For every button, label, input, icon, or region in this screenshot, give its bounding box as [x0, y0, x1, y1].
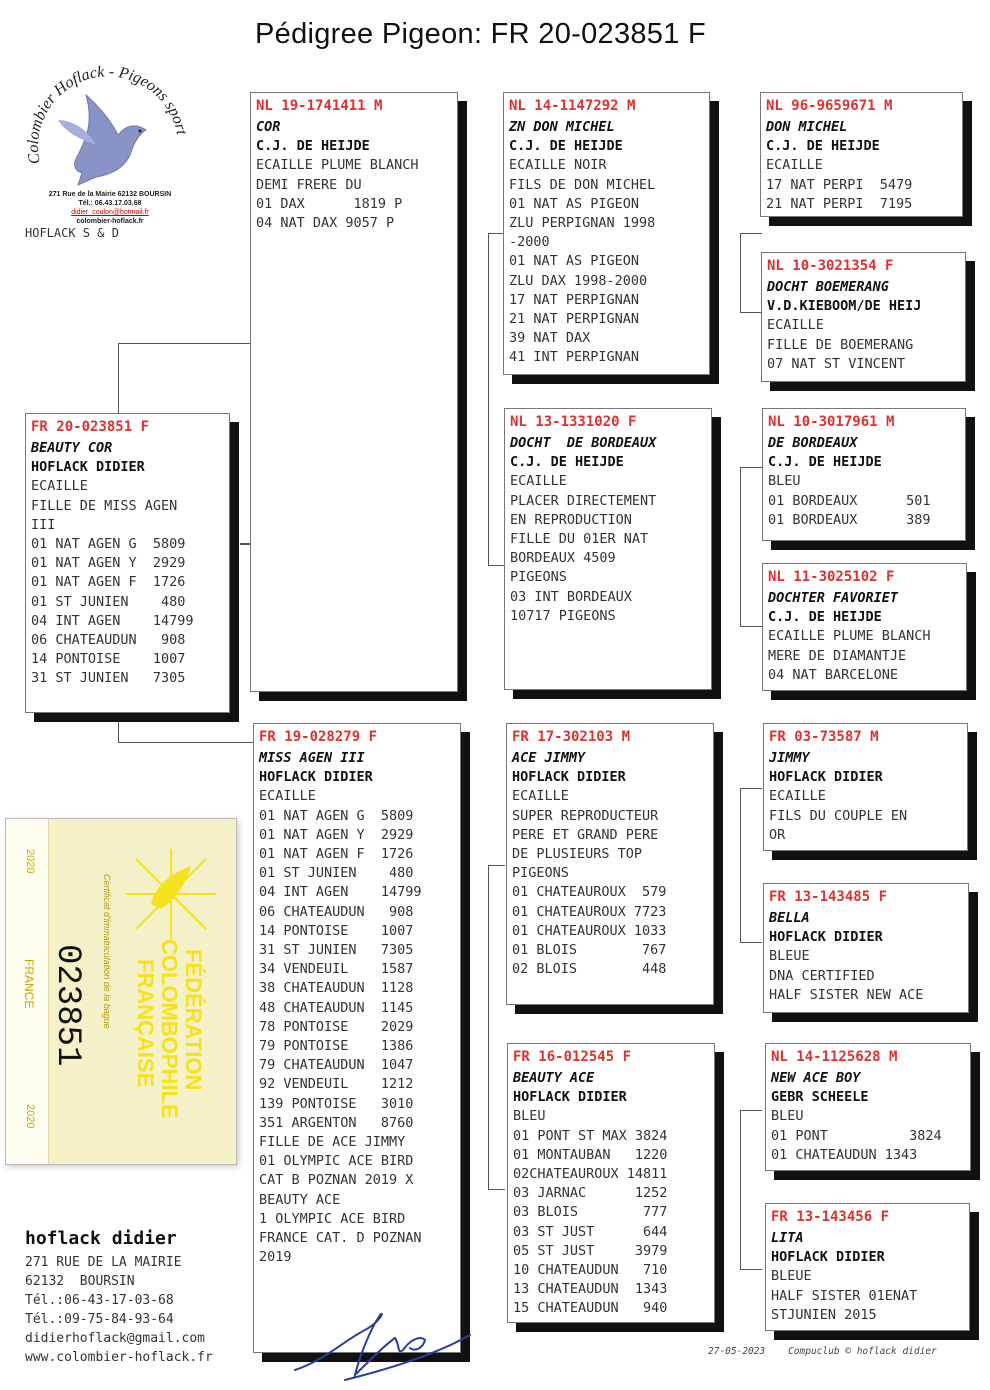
pigeon-owner: HOFLACK DIDIER — [31, 459, 145, 476]
ring-number-large: 023851 — [48, 944, 86, 1067]
info-line: 06 CHATEAUDUN 908 — [31, 632, 186, 649]
info-line: III — [31, 516, 56, 533]
info-line: ECAILLE NOIR — [509, 157, 607, 174]
connector-sire — [118, 343, 119, 413]
pigeon-owner: C.J. DE HEIJDE — [768, 454, 882, 471]
pigeon-owner: HOFLACK DIDIER — [259, 769, 373, 786]
info-line: 79 CHATEAUDUN 1047 — [259, 1057, 414, 1074]
info-line: 01 MONTAUBAN 1220 — [513, 1146, 668, 1163]
info-line: ZLU PERPIGNAN 1998 — [509, 215, 656, 232]
ring-certificate-text: Certificat d'immatriculation de la bague — [102, 874, 112, 1029]
info-line: 02CHATEAUROUX 14811 — [513, 1166, 668, 1183]
info-line: 02 BLOIS 448 — [512, 961, 667, 978]
pedigree-card-dss — [763, 723, 968, 851]
ring-number: FR 13-143485 F — [769, 889, 888, 905]
ring-number: FR 20-023851 F — [31, 419, 150, 435]
info-line: 2019 — [259, 1249, 292, 1266]
info-line: 17 NAT PERPI 5479 — [766, 176, 913, 193]
federation-logo — [121, 844, 221, 944]
logo-address-line: 271 Rue de la Mairie 62132 BOURSIN — [48, 191, 172, 198]
pedigree-card-sire-sire — [503, 92, 710, 375]
pedigree-card-dam-dam — [507, 1043, 715, 1323]
info-line: DE PLUSIEURS TOP — [512, 846, 643, 863]
info-line: 05 ST JUST 3979 — [513, 1242, 668, 1259]
ring-country: FRANCE — [22, 959, 36, 1009]
federation-line-1: FÉDÉRATION — [181, 949, 206, 1091]
info-line: ECAILLE — [510, 473, 567, 490]
pigeon-name: MISS AGEN III — [259, 750, 365, 766]
info-line: 10 CHATEAUDUN 710 — [513, 1262, 668, 1279]
pedigree-card-sdd — [762, 563, 967, 691]
pigeon-owner: HOFLACK DIDIER — [513, 1089, 627, 1106]
pedigree-card-ssd — [761, 252, 966, 382]
info-line: FILS DU COUPLE EN — [769, 807, 908, 824]
info-line: 39 NAT DAX — [509, 330, 591, 347]
logo-address — [10, 190, 210, 226]
pigeon-name: BELLA — [769, 910, 810, 926]
info-line: 15 CHATEAUDUN 940 — [513, 1300, 668, 1317]
info-line: 14 PONTOISE 1007 — [31, 651, 186, 668]
info-line: FILLE DE ACE JIMMY — [259, 1134, 406, 1151]
pedigree-card-sds — [762, 408, 966, 541]
info-line: 34 VENDEUIL 1587 — [259, 961, 414, 978]
info-line: BLEUE — [771, 1268, 812, 1285]
info-line: BLEUE — [769, 948, 810, 965]
info-line: 01 NAT AS PIGEON — [509, 253, 640, 270]
print-footer: 27-05-2023 Compuclub © hoflack didier — [708, 1346, 937, 1357]
info-line: 03 ST JUST 644 — [513, 1223, 668, 1240]
contact-email: didierhoflack@gmail.com — [25, 1331, 206, 1346]
connector-ds-parents — [740, 788, 762, 943]
info-line: FILLE DE BOEMERANG — [767, 336, 914, 353]
info-line: 13 CHATEAUDUN 1343 — [513, 1281, 668, 1298]
pedigree-card-dsd — [763, 883, 969, 1013]
info-line: EN REPRODUCTION — [510, 511, 632, 528]
info-line: BLEU — [771, 1108, 804, 1125]
ring-number: FR 17-302103 M — [512, 729, 631, 745]
pigeon-name: NEW ACE BOY — [771, 1070, 861, 1086]
info-line: BLEU — [513, 1108, 546, 1125]
info-line: 01 CHATEAUDUN 1343 — [771, 1146, 918, 1163]
pigeon-name: BEAUTY ACE — [513, 1070, 595, 1086]
info-line: 01 NAT AGEN F 1726 — [259, 846, 414, 863]
info-line: 01 DAX 1819 P — [256, 195, 403, 212]
ring-number: NL 11-3025102 F — [768, 569, 895, 585]
pigeon-owner: C.J. DE HEIJDE — [256, 138, 370, 155]
ring-registration-card — [5, 818, 237, 1165]
federation-line-3: FRANÇAISE — [133, 959, 158, 1088]
ring-number: FR 03-73587 M — [769, 729, 879, 745]
info-line: 139 PONTOISE 3010 — [259, 1095, 414, 1112]
info-line: HALF SISTER NEW ACE — [769, 986, 924, 1003]
info-line: ECAILLE — [767, 317, 824, 334]
logo-website: colombier-hoflack.fr — [76, 218, 144, 225]
info-line: 03 JARNAC 1252 — [513, 1185, 668, 1202]
info-line: DEMI FRERE DU — [256, 176, 362, 193]
info-line: 31 ST JUNIEN 7305 — [259, 942, 414, 959]
pigeon-name: DOCHT BOEMERANG — [767, 279, 889, 295]
federation-line-2: COLOMBOPHILE — [157, 939, 182, 1119]
dove-icon — [58, 95, 146, 185]
connector-ss-parents — [740, 233, 762, 313]
pigeon-name: BEAUTY COR — [31, 440, 113, 456]
pedigree-card-sss — [760, 92, 963, 217]
info-line: BLEU — [768, 473, 801, 490]
info-line: PIGEONS — [512, 865, 569, 882]
info-line: 01 CHATEAUROUX 579 — [512, 884, 667, 901]
info-line: 01 ST JUNIEN 480 — [31, 593, 186, 610]
pigeon-owner: HOFLACK DIDIER — [769, 929, 883, 946]
info-line: PIGEONS — [510, 569, 567, 586]
info-line: 07 NAT ST VINCENT — [767, 355, 906, 372]
ring-number: NL 10-3017961 M — [768, 414, 895, 430]
ring-number: NL 14-1125628 M — [771, 1049, 898, 1065]
pedigree-card-dam — [253, 723, 461, 1353]
info-line: 01 NAT AGEN G 5809 — [31, 536, 186, 553]
pigeon-name: DOCHT DE BORDEAUX — [510, 435, 657, 451]
info-line: 1 OLYMPIC ACE BIRD — [259, 1210, 406, 1227]
info-line: 351 ARGENTON 8760 — [259, 1114, 414, 1131]
info-line: 01 BORDEAUX 389 — [768, 511, 931, 528]
ring-number: FR 16-012545 F — [513, 1049, 632, 1065]
info-line: 01 CHATEAUROUX 7723 — [512, 903, 667, 920]
pigeon-name: JIMMY — [769, 750, 810, 766]
pigeon-name: DE BORDEAUX — [768, 435, 858, 451]
pigeon-owner: C.J. DE HEIJDE — [509, 138, 623, 155]
ring-number: NL 19-1741411 M — [256, 98, 383, 114]
pedigree-card-subject — [25, 413, 230, 713]
info-line: 03 BLOIS 777 — [513, 1204, 668, 1221]
info-line: 78 PONTOISE 2029 — [259, 1018, 414, 1035]
connector-sd-parents — [740, 467, 762, 627]
info-line: 41 INT PERPIGNAN — [509, 349, 640, 366]
ring-number: FR 19-028279 F — [259, 729, 378, 745]
ring-number: NL 14-1147292 M — [509, 98, 636, 114]
contact-phone: Tél.:06-43-17-03-68 — [25, 1293, 174, 1308]
info-line: FILLE DE MISS AGEN — [31, 497, 178, 514]
pigeon-name: DOCHTER FAVORIET — [768, 590, 899, 606]
pigeon-owner: HOFLACK DIDIER — [512, 769, 626, 786]
info-line: CAT B POZNAN 2019 X — [259, 1172, 414, 1189]
pigeon-owner: C.J. DE HEIJDE — [766, 138, 880, 155]
info-line: 06 CHATEAUDUN 908 — [259, 903, 414, 920]
info-line: 01 BORDEAUX 501 — [768, 492, 931, 509]
page-title: Pédigree Pigeon: FR 20-023851 F — [255, 18, 707, 50]
info-line: 01 NAT AGEN Y 2929 — [31, 555, 186, 572]
pigeon-name: COR — [256, 119, 281, 135]
info-line: 10717 PIGEONS — [510, 607, 616, 624]
info-line: 14 PONTOISE 1007 — [259, 922, 414, 939]
info-line: ECAILLE PLUME BLANCH — [256, 157, 419, 174]
info-line: 04 INT AGEN 14799 — [31, 612, 194, 629]
info-line: STJUNIEN 2015 — [771, 1306, 877, 1323]
info-line: 79 PONTOISE 1386 — [259, 1038, 414, 1055]
info-line: PLACER DIRECTEMENT — [510, 492, 657, 509]
info-line: 01 PONT 3824 — [771, 1127, 942, 1144]
breeder-contact — [25, 1228, 213, 1367]
pedigree-card-dds — [765, 1043, 971, 1171]
ring-number: NL 96-9659671 M — [766, 98, 893, 114]
logo-arc-text: Colombier Hoflack - Pigeons sport — [24, 63, 190, 166]
logo-email: didier_coulon@hotmail.fr — [71, 209, 149, 216]
info-line: 01 NAT AGEN Y 2929 — [259, 826, 414, 843]
info-line: FILS DE DON MICHEL — [509, 176, 656, 193]
pedigree-card-ddd — [765, 1203, 970, 1331]
connector-dd-parents — [740, 1110, 762, 1270]
pedigree-card-sire-dam — [504, 408, 712, 690]
pigeon-name: ZN DON MICHEL — [509, 119, 615, 135]
contact-address: 271 RUE DE LA MAIRIE — [25, 1255, 182, 1270]
pigeon-name: ACE JIMMY — [512, 750, 586, 766]
pigeon-owner: C.J. DE HEIJDE — [510, 454, 624, 471]
info-line: 92 VENDEUIL 1212 — [259, 1076, 414, 1093]
pigeon-owner: HOFLACK DIDIER — [769, 769, 883, 786]
info-line: 38 CHATEAUDUN 1128 — [259, 980, 414, 997]
info-line: 04 NAT DAX 9057 P — [256, 215, 395, 232]
breeder-name: hoflack didier — [25, 1228, 177, 1249]
info-line: ECAILLE PLUME BLANCH — [768, 628, 931, 645]
signature — [285, 1300, 475, 1385]
logo-phone: Tél.: 06.43.17.03.68 — [78, 200, 142, 207]
info-line: FRANCE CAT. D POZNAN — [259, 1230, 422, 1247]
info-line: ZLU DAX 1998-2000 — [509, 272, 648, 289]
info-line: ECAILLE — [259, 788, 316, 805]
info-line: BORDEAUX 4509 — [510, 550, 616, 567]
pigeon-name: DON MICHEL — [766, 119, 848, 135]
info-line: 01 OLYMPIC ACE BIRD — [259, 1153, 414, 1170]
info-line: 01 NAT AGEN G 5809 — [259, 807, 414, 824]
pigeon-name: LITA — [771, 1230, 804, 1246]
info-line: 01 NAT AGEN F 1726 — [31, 574, 186, 591]
pigeon-owner: C.J. DE HEIJDE — [768, 609, 882, 626]
info-line: BEAUTY ACE — [259, 1191, 341, 1208]
ring-number: FR 13-143456 F — [771, 1209, 890, 1225]
info-line: 04 INT AGEN 14799 — [259, 884, 422, 901]
info-line: 21 NAT PERPIGNAN — [509, 311, 640, 328]
contact-city: 62132 BOURSIN — [25, 1274, 135, 1289]
info-line: ECAILLE — [766, 157, 823, 174]
info-line: 01 ST JUNIEN 480 — [259, 865, 414, 882]
info-line: 48 CHATEAUDUN 1145 — [259, 999, 414, 1016]
ring-number: NL 13-1331020 F — [510, 414, 637, 430]
info-line: 04 NAT BARCELONE — [768, 666, 899, 683]
contact-phone-2: Tél.:09-75-84-93-64 — [25, 1312, 174, 1327]
info-line: DNA CERTIFIED — [769, 967, 875, 984]
pigeon-owner: HOFLACK DIDIER — [771, 1249, 885, 1266]
pedigree-card-sire — [250, 92, 458, 692]
info-line: FILLE DU 01ER NAT — [510, 531, 649, 548]
ring-year-bottom: 2020 — [24, 1104, 36, 1129]
info-line: OR — [769, 826, 786, 843]
breeder-tag: HOFLACK S & D — [25, 226, 119, 240]
ring-year-top: 2020 — [24, 849, 36, 874]
connector-dam-parents — [488, 865, 505, 1190]
info-line: 31 ST JUNIEN 7305 — [31, 670, 186, 687]
info-line: -2000 — [509, 234, 550, 251]
ring-number: NL 10-3021354 F — [767, 258, 894, 274]
contact-website: www.colombier-hoflack.fr — [25, 1350, 213, 1365]
pigeon-owner: GEBR SCHEELE — [771, 1089, 869, 1106]
info-line: PERE ET GRAND PERE — [512, 826, 659, 843]
info-line: 01 NAT AS PIGEON — [509, 195, 640, 212]
pigeon-owner: V.D.KIEBOOM/DE HEIJ — [767, 298, 922, 315]
info-line: ECAILLE — [512, 788, 569, 805]
info-line: ECAILLE — [769, 788, 826, 805]
info-line: 03 INT BORDEAUX — [510, 588, 632, 605]
info-line: 01 PONT ST MAX 3824 — [513, 1127, 668, 1144]
info-line: 01 BLOIS 767 — [512, 942, 667, 959]
info-line: ECAILLE — [31, 478, 88, 495]
info-line: 01 CHATEAUROUX 1033 — [512, 922, 667, 939]
info-line: 17 NAT PERPIGNAN — [509, 291, 640, 308]
info-line: 21 NAT PERPI 7195 — [766, 195, 913, 212]
info-line: SUPER REPRODUCTEUR — [512, 807, 659, 824]
info-line: HALF SISTER 01ENAT — [771, 1287, 918, 1304]
info-line: MERE DE DIAMANTJE — [768, 647, 907, 664]
pedigree-card-dam-sire — [506, 723, 714, 1005]
